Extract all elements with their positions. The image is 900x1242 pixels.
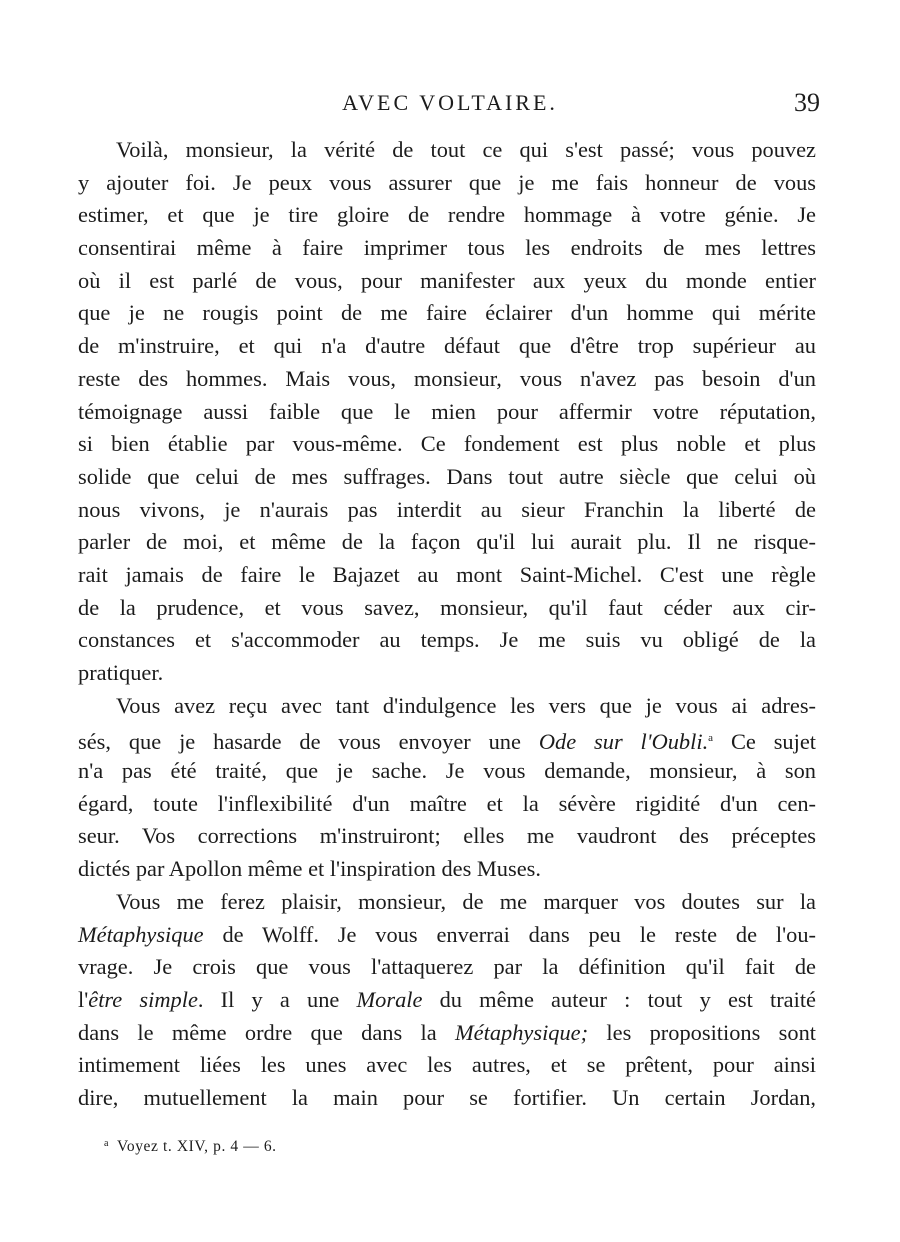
body-text [78, 134, 816, 1115]
text-line [78, 363, 816, 396]
text-line [78, 951, 816, 984]
text-fragment: où il est parlé de vous, pour manifester aux yeux du monde entier [78, 267, 816, 293]
text-fragment: de la prudence, et vous savez, monsieur, qu'il faut céder aux cir- [78, 594, 816, 620]
text-line [78, 722, 816, 755]
text-fragment: solide que celui de mes suffrages. Dans tout autre siècle que celui où [78, 463, 816, 489]
text-line [78, 984, 816, 1017]
text-fragment: constances et s'accommoder au temps. Je me suis vu obligé de la [78, 627, 816, 653]
text-fragment: l' [78, 986, 89, 1012]
text-fragment: . Il y a une [197, 986, 357, 1012]
text-line [78, 461, 816, 494]
text-fragment: seur. Vos corrections m'instruiront; elles me vaudront des préceptes [78, 823, 816, 849]
text-line [78, 820, 816, 853]
text-fragment: consentirai même à faire imprimer tous les endroits de mes lettres [78, 235, 816, 261]
italic-title-fragment: Ode sur l'Oubli. [538, 729, 709, 755]
text-line [78, 199, 816, 232]
running-head [0, 84, 900, 118]
text-fragment: rait jamais de faire le Bajazet au mont Saint-Michel. C'est une règle [78, 561, 816, 587]
text-line [78, 755, 816, 788]
text-line [78, 167, 816, 200]
text-line [78, 657, 816, 690]
text-fragment: les propositions sont [588, 1019, 816, 1045]
text-fragment: pratiquer. [78, 660, 164, 685]
text-line [78, 592, 816, 625]
text-line [78, 428, 816, 461]
paragraph-1 [78, 134, 816, 690]
footnote-reference[interactable]: a [708, 732, 714, 745]
italic-term-fragment: être simple [88, 986, 198, 1012]
text-line [78, 232, 816, 265]
text-fragment: n'a pas été traité, que je sache. Je vous demande, monsieur, à son [78, 758, 816, 784]
paragraph-2 [78, 690, 816, 886]
text-fragment: sés, que je hasarde de vous envoyer une [78, 729, 539, 755]
text-fragment: estimer, et que je tire gloire de rendre hommage à votre génie. Je [78, 202, 816, 228]
italic-title-fragment: Morale [356, 986, 423, 1012]
running-title: AVEC VOLTAIRE. [342, 90, 558, 115]
text-fragment: vrage. Je crois que vous l'attaquerez par la définition qu'il fait de [78, 954, 816, 980]
text-line [78, 853, 816, 886]
footnote-text: Voyez t. XIV, p. 4 — 6. [117, 1138, 277, 1155]
page-number: 39 [794, 88, 820, 117]
text-fragment: intimement liées les unes avec les autres, et se prêtent, pour ainsi [78, 1052, 816, 1078]
text-fragment: dire, mutuellement la main pour se fortifier. Un certain Jordan, [78, 1084, 816, 1110]
text-fragment: Voilà, monsieur, la vérité de tout ce qui s'est passé; vous pouvez [116, 137, 816, 162]
text-fragment: Vous avez reçu avec tant d'indulgence les vers que je vous ai adres- [116, 692, 816, 718]
text-line [78, 919, 816, 952]
text-fragment: parler de moi, et même de la façon qu'il lui aurait plu. Il ne risque- [78, 529, 816, 555]
text-fragment: de m'instruire, et qui n'a d'autre défaut que d'être trop supérieur au [78, 333, 816, 359]
text-line [78, 886, 816, 919]
text-line [78, 1017, 816, 1050]
text-fragment: de Wolff. Je vous enverrai dans peu le reste de l'ou- [203, 921, 816, 947]
text-fragment: dans le même ordre que dans la [78, 1019, 456, 1045]
paragraph-3 [78, 886, 816, 1115]
footnote-marker: a [104, 1138, 110, 1149]
italic-title-fragment: Métaphysique; [455, 1019, 589, 1045]
text-line [78, 396, 816, 429]
text-line [78, 624, 816, 657]
text-line [78, 297, 816, 330]
text-fragment: nous vivons, je n'aurais pas interdit au sieur Franchin la liberté de [78, 496, 816, 522]
text-line [78, 494, 816, 527]
text-fragment: du même auteur : tout y est traité [422, 986, 816, 1012]
text-line [78, 330, 816, 363]
text-line [78, 526, 816, 559]
text-fragment: si bien établie par vous-même. Ce fondement est plus noble et plus [78, 431, 816, 457]
text-fragment: Vous me ferez plaisir, monsieur, de me marquer vos doutes sur la [116, 888, 816, 914]
text-line [78, 134, 816, 167]
text-line [78, 265, 816, 298]
text-line [78, 788, 816, 821]
text-fragment: que je ne rougis point de me faire éclairer d'un homme qui mérite [78, 300, 816, 326]
text-fragment: y ajouter foi. Je peux vous assurer que je me fais honneur de vous [78, 169, 816, 195]
text-fragment: Ce sujet [713, 729, 817, 755]
text-line [78, 690, 816, 723]
text-fragment: égard, toute l'inflexibilité d'un maître et la sévère rigidité d'un cen- [78, 790, 816, 816]
text-fragment: témoignage aussi faible que le mien pour affermir votre réputation, [78, 398, 816, 424]
italic-title-fragment: Métaphysique [78, 921, 204, 947]
text-fragment: reste des hommes. Mais vous, monsieur, vous n'avez pas besoin d'un [78, 365, 816, 391]
text-line [78, 1049, 816, 1082]
text-line [78, 1082, 816, 1115]
text-fragment: dictés par Apollon même et l'inspiration des Muses. [78, 856, 541, 882]
text-line [78, 559, 816, 592]
footnote [104, 1138, 277, 1156]
